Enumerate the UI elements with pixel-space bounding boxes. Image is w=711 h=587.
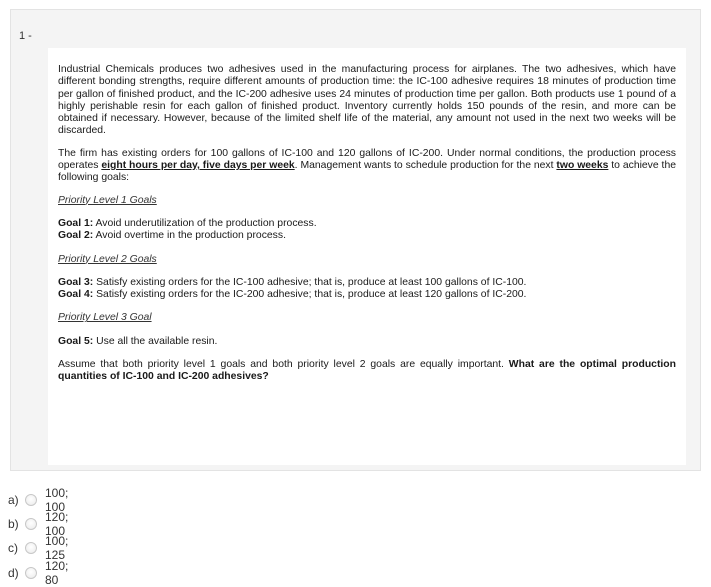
goal-text: Avoid overtime in the production process. — [93, 230, 286, 242]
priority-level-2-title: Priority Level 2 Goals — [58, 253, 157, 265]
radio-button[interactable] — [25, 518, 37, 530]
radio-button[interactable] — [25, 494, 37, 506]
option-letter: a) — [8, 493, 19, 507]
priority-level-1-goals — [58, 218, 676, 243]
paragraph-2-part-3: to achieve the following goals: — [58, 160, 677, 184]
paragraph-2-part-1: The firm has existing orders for 100 gallons of IC-100 and 120 gallons of IC-200. Under normal conditions, the production process operates — [58, 147, 676, 172]
goal-item — [58, 230, 676, 242]
option-letter: d) — [8, 566, 19, 580]
question-prompt — [58, 359, 676, 384]
priority-level-2-goals — [58, 277, 676, 302]
goal-label: Goal 1: — [58, 217, 94, 229]
priority-level-3-title: Priority Level 3 Goal — [58, 312, 152, 324]
question-paragraph-1: Industrial Chemicals produces two adhesives used in the manufacturing process for airplanes. The two adhesives, which have different bonding strengths, require different amounts of production time: the IC-100 adhesive requires 18 minutes of production time per gallon of finished product, and the IC-200 adhesive uses 24 minutes of production time per gallon. Both products use 1 pound of a highly perishable resin for each gallon of finished product. Inventory currently holds 150 pounds of the resin, and more can be obtained if necessary. However, because of the limited shelf life of the material, any amount not used in the next two weeks will be discarded. — [58, 64, 676, 137]
paragraph-2-part-2: . Management wants to schedule production for the next — [294, 160, 557, 172]
option-letter: b) — [8, 517, 19, 531]
goal-text: Use all the available resin. — [93, 335, 218, 347]
goal-text: Satisfy existing orders for the IC-100 adhesive; that is, produce at least 100 gallons of IC-100. — [93, 276, 527, 288]
question-number: 1 - — [19, 30, 32, 42]
period-emphasis: two weeks — [556, 160, 609, 172]
goal-item — [58, 277, 676, 289]
question-paragraph-2 — [58, 148, 676, 185]
goal-item — [58, 289, 676, 301]
radio-button[interactable] — [25, 567, 37, 579]
goal-label: Goal 4: — [58, 289, 94, 301]
option-text[interactable]: 120; 100 — [45, 510, 69, 538]
goal-label: Goal 3: — [58, 276, 94, 288]
option-text[interactable]: 100; 100 — [45, 486, 69, 514]
option-letter: c) — [8, 541, 18, 555]
goal-text: Avoid underutilization of the production process. — [93, 217, 317, 229]
prompt-assumption: Assume that both priority level 1 goals and both priority level 2 goals are equally important. — [58, 359, 509, 371]
priority-level-1-title: Priority Level 1 Goals — [58, 194, 157, 206]
goal-item — [58, 218, 676, 230]
schedule-emphasis: eight hours per day, five days per week — [101, 160, 295, 172]
option-text[interactable]: 120; 80 — [45, 559, 69, 587]
option-text[interactable]: 100; 125 — [45, 534, 69, 562]
goal-item — [58, 336, 676, 348]
goal-label: Goal 5: — [58, 335, 94, 347]
radio-button[interactable] — [25, 542, 37, 554]
prompt-question: What are the optimal production quantities of IC-100 and IC-200 adhesives? — [58, 359, 676, 383]
priority-level-3-goals — [58, 336, 676, 348]
question-content — [48, 48, 686, 465]
question-panel — [10, 9, 701, 471]
goal-text: Satisfy existing orders for the IC-200 adhesive; that is, produce at least 120 gallons of IC-200. — [93, 289, 527, 301]
goal-label: Goal 2: — [58, 230, 94, 242]
